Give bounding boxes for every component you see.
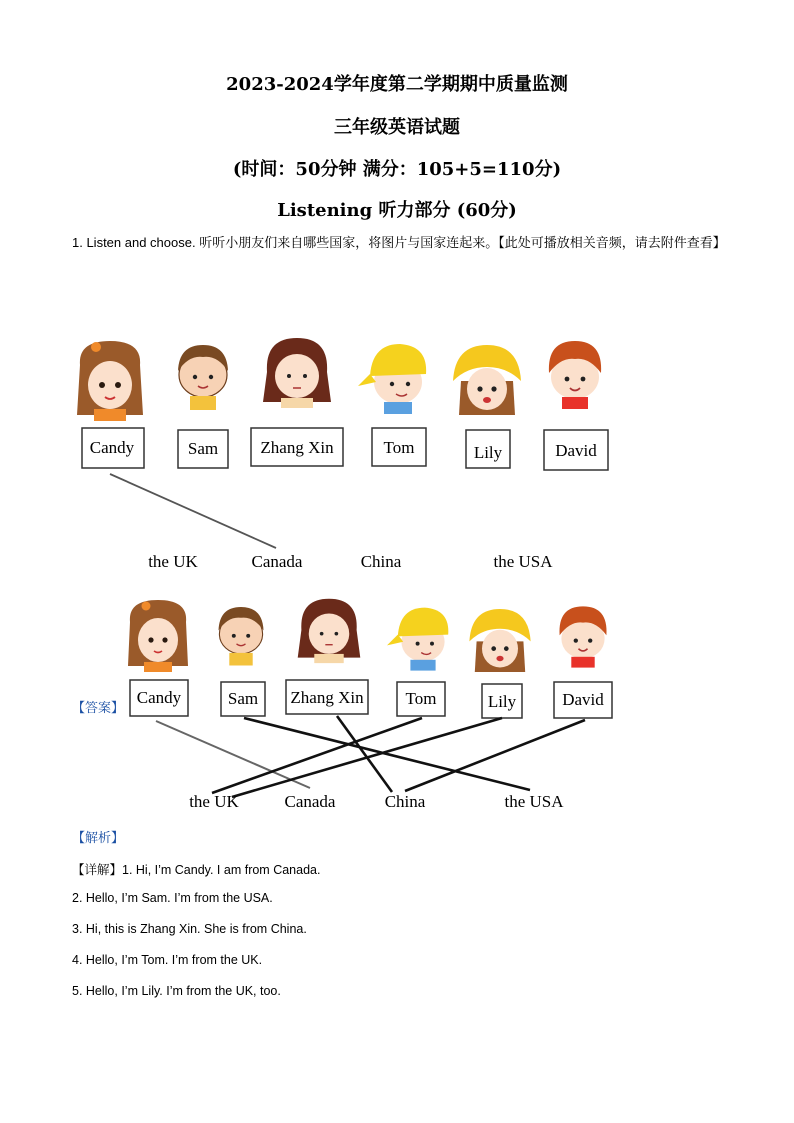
answer-label: 【答案】 xyxy=(72,700,125,715)
answer-children xyxy=(128,599,607,672)
answer-country-china: China xyxy=(384,792,426,811)
analysis-line-5: 5. Hello, I’m Lily. I’m from the UK, too. xyxy=(72,984,281,998)
line-candy-canada xyxy=(156,721,310,788)
q1-name-lily: Lily xyxy=(473,443,503,462)
answer-name-sam: Sam xyxy=(227,689,259,708)
line-lily-uk xyxy=(232,718,502,797)
answer-countries xyxy=(189,792,564,811)
question-1-children xyxy=(77,338,601,421)
analysis-line-1: 【详解】1. Hi, I’m Candy. I am from Canada. xyxy=(72,863,321,877)
q1-country-china: China xyxy=(360,552,402,571)
analysis-line-3: 3. Hi, this is Zhang Xin. She is from China. xyxy=(72,922,307,936)
david-picture xyxy=(549,341,601,409)
answer-name-zhang-xin: Zhang Xin xyxy=(290,688,364,707)
analysis-label: 【解析】 xyxy=(72,830,125,845)
answer-tom-picture xyxy=(387,608,448,671)
q1-name-tom: Tom xyxy=(383,438,415,457)
answer-name-david: David xyxy=(562,690,604,709)
answer-candy-picture xyxy=(128,600,188,672)
time-score: (时间：50分钟 满分：105+5=110分) xyxy=(232,159,562,180)
q1-example-line xyxy=(110,474,276,548)
q1-country-usa: the USA xyxy=(493,552,553,571)
answer-name-candy: Candy xyxy=(136,688,182,707)
tom-picture xyxy=(358,344,426,414)
lily-picture xyxy=(453,345,521,415)
answer-name-tom: Tom xyxy=(405,689,437,708)
analysis-line-2: 2. Hello, I’m Sam. I’m from the USA. xyxy=(72,891,273,905)
exam-title: 2023-2024学年度第二学期期中质量监测 xyxy=(226,74,568,95)
sam-picture xyxy=(178,345,228,410)
section-heading: Listening 听力部分 (60分) xyxy=(277,200,517,221)
line-sam-usa xyxy=(244,718,530,790)
answer-lines xyxy=(156,716,585,797)
question-1-prompt: 1. Listen and choose. 听听小朋友们来自哪些国家，将图片与国家连起来。【此处可播放相关音频，请去附件查看】 xyxy=(72,235,726,250)
answer-name-lily: Lily xyxy=(487,692,517,711)
analysis-line-4: 4. Hello, I’m Tom. I’m from the UK. xyxy=(72,953,263,967)
q1-name-candy: Candy xyxy=(89,438,135,457)
answer-zhang-xin-picture xyxy=(298,599,361,663)
candy-picture xyxy=(77,341,143,421)
answer-lily-picture xyxy=(469,609,530,672)
question-1-countries xyxy=(148,552,553,571)
q1-country-canada: Canada xyxy=(251,552,303,571)
zhang-xin-picture xyxy=(263,338,331,408)
q1-name-sam: Sam xyxy=(187,439,219,458)
answer-sam-picture xyxy=(219,607,264,666)
q1-name-david: David xyxy=(555,441,597,460)
exam-subtitle: 三年级英语试题 xyxy=(334,117,460,138)
answer-name-boxes xyxy=(130,680,612,718)
question-1-name-boxes xyxy=(82,428,608,470)
answer-country-uk: the UK xyxy=(189,792,239,811)
q1-name-zhang-xin: Zhang Xin xyxy=(260,438,334,457)
answer-country-canada: Canada xyxy=(284,792,336,811)
answer-country-usa: the USA xyxy=(504,792,564,811)
q1-country-uk: the UK xyxy=(148,552,198,571)
answer-david-picture xyxy=(559,606,606,667)
